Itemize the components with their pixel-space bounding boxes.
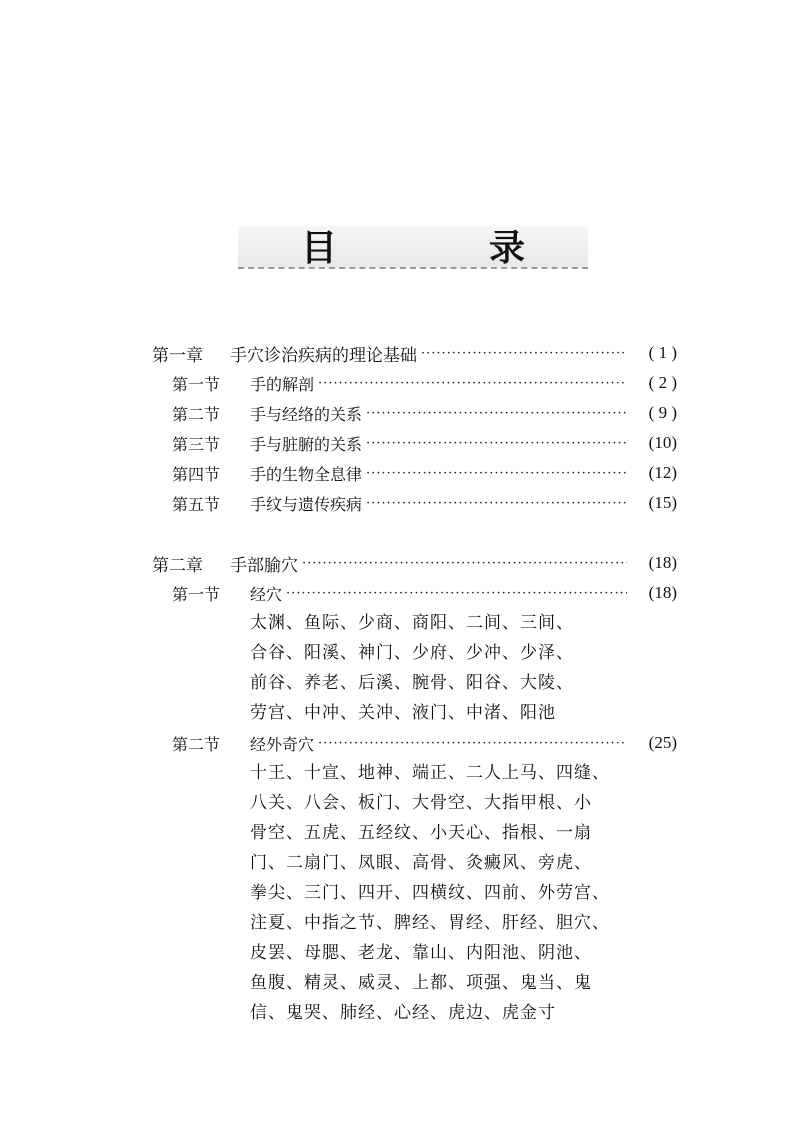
toc-page: ( 2 ) <box>648 373 677 392</box>
toc-title: 手与脏腑的关系 <box>250 434 363 454</box>
toc-page: (18) <box>648 583 677 602</box>
toc-section-1-1[interactable] <box>172 368 677 398</box>
acupoint-line: 门、二扇门、凤眼、高骨、灸癜风、旁虎、 <box>250 853 592 873</box>
leader-dots <box>366 406 627 421</box>
toc-section-1-4[interactable] <box>172 458 677 488</box>
toc-title: 手的生物全息律 <box>250 464 363 484</box>
acupoint-line: 太渊、鱼际、少商、商阳、二间、三间、 <box>250 613 574 633</box>
toc-page: ( 9 ) <box>648 403 677 422</box>
toc-number: 第二节 <box>172 734 221 754</box>
toc-page: (18) <box>648 553 677 572</box>
toc-number: 第五节 <box>172 494 221 514</box>
acupoint-line: 注夏、中指之节、脾经、胃经、肝经、胆穴、 <box>250 913 610 933</box>
toc-title: 经穴 <box>250 584 283 604</box>
toc-number: 第四节 <box>172 464 221 484</box>
page-title: 目 录 <box>300 227 583 269</box>
toc-title: 手部腧穴 <box>230 555 298 576</box>
toc-title: 手穴诊治疾病的理论基础 <box>230 345 417 366</box>
acupoint-line: 鱼腹、精灵、威灵、上都、项强、鬼当、鬼 <box>250 973 592 993</box>
leader-dots <box>286 586 627 601</box>
toc-chapter-1[interactable] <box>152 338 677 368</box>
qixue-list <box>250 758 640 1028</box>
leader-dots <box>366 436 627 451</box>
leader-dots <box>318 376 627 391</box>
leader-dots <box>366 496 627 511</box>
leader-dots <box>302 556 627 571</box>
toc-section-1-3[interactable] <box>172 428 677 458</box>
acupoint-line: 十王、十宣、地神、端正、二人上马、四缝、 <box>250 763 610 783</box>
toc-section-1-5[interactable] <box>172 488 677 518</box>
toc-chapter-2[interactable] <box>152 548 677 578</box>
leader-dots <box>366 466 627 481</box>
toc-number: 第一章 <box>152 345 203 366</box>
toc-page: (12) <box>648 463 677 482</box>
acupoint-line: 前谷、养老、后溪、腕骨、阳谷、大陵、 <box>250 673 574 693</box>
acupoint-line: 信、鬼哭、肺经、心经、虎边、虎金寸 <box>250 1003 556 1023</box>
toc-page: (10) <box>648 433 677 452</box>
toc-title: 手的解剖 <box>250 374 315 394</box>
leader-dots <box>421 346 627 361</box>
acupoint-line: 八关、八会、板门、大骨空、大指甲根、小 <box>250 793 592 813</box>
toc-number: 第一节 <box>172 374 221 394</box>
toc-title: 手纹与遗传疾病 <box>250 494 363 514</box>
acupoint-line: 骨空、五虎、五经纹、小天心、指根、一扇 <box>250 823 592 843</box>
acupoint-line: 拳尖、三门、四开、四横纹、四前、外劳宫、 <box>250 883 610 903</box>
toc-title: 经外奇穴 <box>250 734 315 754</box>
toc-number: 第一节 <box>172 584 221 604</box>
acupoint-line: 皮罢、母腮、老龙、靠山、内阳池、阴池、 <box>250 943 592 963</box>
toc-number: 第二节 <box>172 404 221 424</box>
toc-section-1-2[interactable] <box>172 398 677 428</box>
jingxue-list <box>250 608 640 728</box>
acupoint-line: 劳宫、中冲、关冲、液门、中渚、阳池 <box>250 703 556 723</box>
toc-title: 手与经络的关系 <box>250 404 363 424</box>
toc-number: 第三节 <box>172 434 221 454</box>
toc-page: ( 1 ) <box>648 343 677 362</box>
toc-page: (15) <box>648 493 677 512</box>
acupoint-line: 合谷、阳溪、神门、少府、少冲、少泽、 <box>250 643 574 663</box>
toc-section-2-2[interactable] <box>172 728 677 758</box>
leader-dots <box>318 736 627 751</box>
title-banner <box>238 226 588 270</box>
toc-section-2-1[interactable] <box>172 578 677 608</box>
toc-page: (25) <box>648 733 677 752</box>
toc-number: 第二章 <box>152 555 203 576</box>
